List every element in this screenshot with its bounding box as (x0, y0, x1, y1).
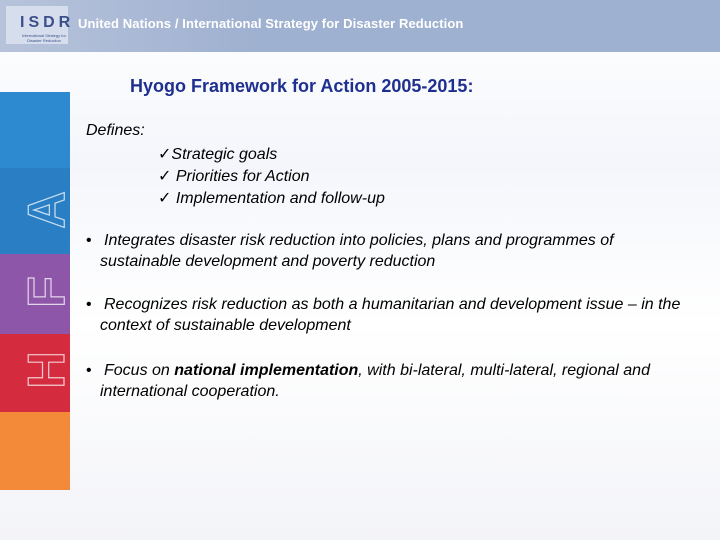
checkmark-icon: ✓ (158, 190, 172, 207)
slide-title: Hyogo Framework for Action 2005-2015: (130, 76, 474, 96)
header-bar (0, 0, 720, 52)
check-item-label: Strategic goals (171, 146, 278, 163)
checkmark-icon: ✓ (158, 146, 172, 163)
bullet-icon: • (86, 296, 92, 313)
sidebar-letter-h: H (18, 351, 76, 389)
bullet-icon: • (86, 362, 92, 379)
isdr-logo (6, 6, 75, 44)
bullet-icon: • (86, 232, 92, 249)
sidebar-letter-a: A (18, 191, 76, 229)
check-item-label: Priorities for Action (171, 168, 310, 185)
organization-name: United Nations / International Strategy for Disaster Reduction (78, 16, 464, 31)
check-item-label: Implementation and follow-up (171, 190, 385, 207)
bullet-text-cont: , with bi-lateral, multi-lateral, regional and international cooperation. (100, 362, 650, 400)
logo-text: ISDR (20, 14, 75, 31)
sidebar-stripe-orange (0, 412, 70, 490)
sidebar-stripe-blue-top (0, 92, 70, 168)
bullet-item (86, 230, 696, 272)
bullet-emphasis: national implementation (174, 362, 359, 379)
defines-label: Defines: (86, 122, 145, 139)
check-item (158, 166, 310, 186)
bullet-text: Integrates disaster risk reduction into policies, plans and programmes of sustainable development and poverty reduction (100, 232, 614, 270)
bullet-item (86, 360, 696, 402)
check-item (158, 144, 277, 164)
checkmark-icon: ✓ (158, 168, 172, 185)
logo-subtitle: International Strategy for Disaster Reduction (22, 33, 66, 43)
bullet-text: Recognizes risk reduction as both a humanitarian and development issue – in the context of sustainable development (100, 296, 681, 334)
check-item (158, 188, 385, 208)
sidebar-letter-f: F (18, 276, 76, 308)
bullet-text: Focus on (104, 362, 175, 379)
bullet-item (86, 294, 696, 336)
